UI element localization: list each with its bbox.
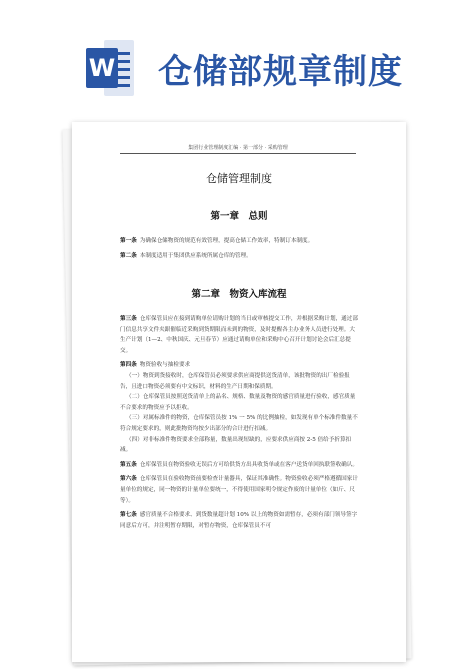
article-label: 第二条 [120,252,137,259]
chapter-1-heading: 第一章 总则 [210,211,268,222]
article-subclause: （四）对非标准件物资要求全部称量，数量出现短缺的，应要求供应商按 2-5 倍给予折算扣减。 [120,436,352,454]
chapter-2-heading: 第二章 物资入库流程 [191,289,287,300]
word-icon-letter: W [86,48,118,88]
article-subclause: （一）物资到货接收时，仓库保管员必须要求供应商提供送货清单，该批物资的出厂检验报告，且进口物资必须要有中文标识，材料的生产日期和保质期。 [120,372,350,390]
article-text: 仓库保管员应在接到请购单位请购计划的当日或审核提交工作，并根据采购计划，通过部门信息共享文件夹跟催临近采购到货期限而未到的物资，及时提醒各主办业务人员进行处理。大生产计划（1—2、中秋国庆、元旦春节）应通过请购单位和采购中心召开计划讨论会后汇总提交。 [120,316,358,354]
article-label: 第七条 [120,512,137,519]
article-label: 第一条 [120,238,137,244]
article [120,460,360,471]
article-text: 物资验收与抽检要求 [139,362,191,369]
article-text: 仓库保管员在验收物资前要检查计量器具，保证其准确性。物资验收必须严格遵循国家计量单位的规定，同一物资的计量单位要统一，不得使用国家明令规定作废的计量单位（如斤、尺等）。 [120,476,358,504]
article-text: 感官质量不合格要求、到货数量超计划 10% 以上的物资如需暂存，必须有部门领导签字同意后方可，并注明暂存期限，对暂存物资，仓库保管员不可 [120,512,358,529]
document-title: 仓储管理制度 [206,172,272,185]
word-document-icon [86,38,138,98]
article-label: 第三条 [120,316,137,322]
article-subclause: （三）对属标准件的物资，仓库保管员按 1% 一 5% 的比例抽检，如发现有单个标准件数量不符合规定要求的，则此批物资均按少出部分的合计进行扣减。 [120,415,358,432]
article-text: 仓库保管员在物资验收无误后方可给供货方出具收货单或在客户送货单回执联签收确认。 [139,461,358,468]
article-subclause: （二）仓库保管员按照送货清单上的品名、规格、数量及物资的感官质量进行验收，感官质量不合要求的物资应予以拒收。 [120,394,356,411]
article-label: 第四条 [120,362,137,369]
document-page [72,122,406,662]
article [120,251,360,262]
running-header: 集团行业管理制度汇编 · 第一部分 · 采购管理 [120,144,356,154]
article [120,360,360,371]
banner-title: 仓储部规章制度 [158,52,403,92]
article-label: 第六条 [120,476,137,483]
chapter-2-articles [120,314,360,535]
article-text: 为确保仓储物资的规范有效管理，提高仓储工作效率，特制订本制度。 [139,238,314,244]
article [120,510,360,531]
article-label: 第五条 [120,461,137,468]
article [120,236,360,247]
article [120,314,360,356]
article-text: 本制度适用于集团供应系统所属仓库的管理。 [139,252,252,259]
article [120,474,360,506]
chapter-1-articles [120,236,360,265]
banner-header [0,0,474,112]
